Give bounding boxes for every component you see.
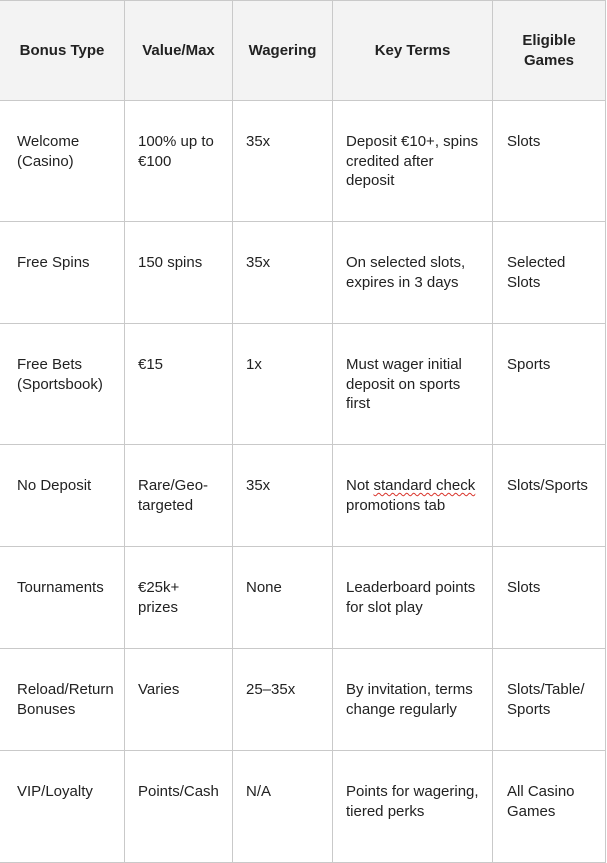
cell-bonus-type: Free Spins [0,222,125,324]
cell-key-terms: On selected slots, expires in 3 days [333,222,493,324]
cell-eligible-games: All Casino Games [493,751,606,863]
cell-key-terms: Must wager initial deposit on sports first [333,324,493,445]
cell-value-max: Points/Cash [125,751,233,863]
table-header [0,1,606,101]
cell-bonus-type: Tournaments [0,547,125,649]
cell-value-max: €15 [125,324,233,445]
table-row [0,445,606,547]
cell-key-terms: By invitation, terms change regularly [333,649,493,751]
cell-key-terms: Deposit €10+, spins credited after deposit [333,101,493,222]
header-key-terms: Key Terms [333,1,493,101]
cell-wagering: 35x [233,445,333,547]
header-eligible-games: Eligible Games [493,1,606,101]
cell-key-terms: Leaderboard points for slot play [333,547,493,649]
cell-value-max: €25k+ prizes [125,547,233,649]
table-row [0,324,606,445]
cell-wagering: None [233,547,333,649]
cell-eligible-games: Slots/Sports [493,445,606,547]
table-row [0,547,606,649]
cell-bonus-type: Free Bets (Sportsbook) [0,324,125,445]
header-value-max: Value/Max [125,1,233,101]
cell-bonus-type: Reload/Return Bonuses [0,649,125,751]
table-row [0,649,606,751]
table-body [0,101,606,863]
key-terms-text-end: promotions tab [346,496,446,514]
cell-eligible-games: Slots [493,547,606,649]
cell-key-terms [333,445,493,547]
cell-key-terms: Points for wagering, tiered perks [333,751,493,863]
cell-eligible-games: Sports [493,324,606,445]
cell-value-max: Varies [125,649,233,751]
cell-wagering: 35x [233,222,333,324]
spellcheck-flagged-text: standard check [373,477,476,494]
cell-eligible-games: Selected Slots [493,222,606,324]
cell-bonus-type: VIP/Loyalty [0,751,125,863]
table-row [0,101,606,222]
cell-value-max: 100% up to €100 [125,101,233,222]
cell-eligible-games: Slots [493,101,606,222]
cell-bonus-type: Welcome (Casino) [0,101,125,222]
cell-wagering: 25–35x [233,649,333,751]
table-row [0,222,606,324]
table-row [0,751,606,863]
header-bonus-type: Bonus Type [0,1,125,101]
cell-wagering: 1x [233,324,333,445]
header-row [0,1,606,101]
cell-bonus-type: No Deposit [0,445,125,547]
cell-wagering: N/A [233,751,333,863]
key-terms-text-start: Not [346,477,374,494]
cell-value-max: Rare/Geo-targeted [125,445,233,547]
cell-wagering: 35x [233,101,333,222]
header-wagering: Wagering [233,1,333,101]
cell-eligible-games: Slots/Table/ Sports [493,649,606,751]
cell-value-max: 150 spins [125,222,233,324]
